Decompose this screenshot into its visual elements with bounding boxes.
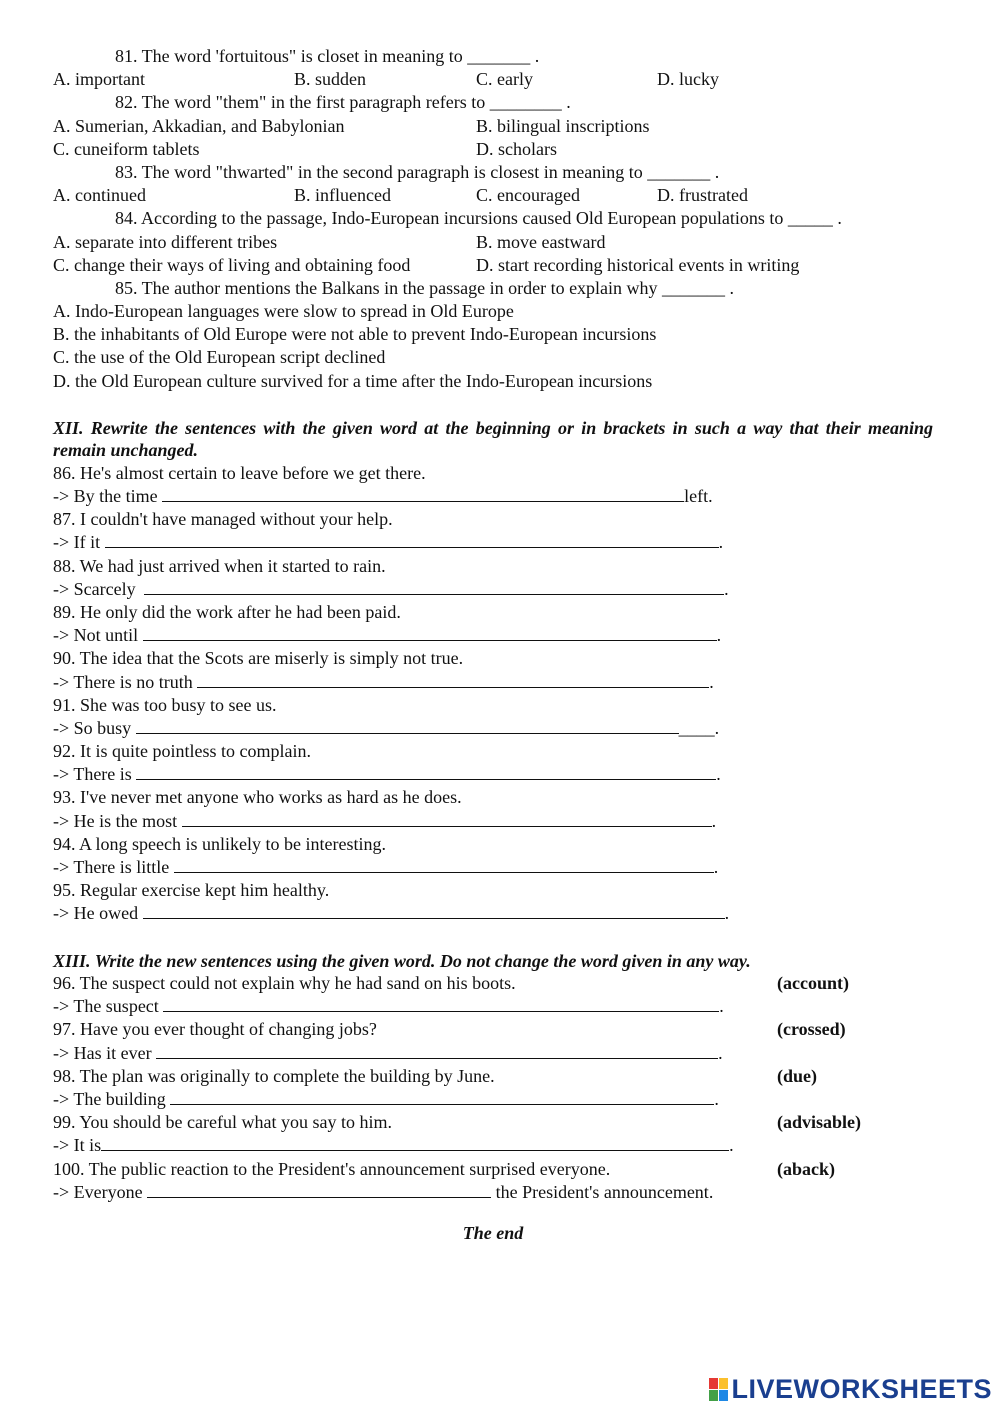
question-84: 84. According to the passage, Indo-European incursions caused Old European populations to _____ .	[115, 208, 842, 229]
answer-prefix: -> It is	[53, 1135, 102, 1156]
option-d: D. frustrated	[657, 185, 748, 206]
option-d: D. the Old European culture survived for a time after the Indo-European incursions	[53, 370, 653, 391]
option-c: C. cuneiform tablets	[53, 138, 200, 159]
option-b: B. move eastward	[476, 231, 606, 252]
question-81: 81. The word 'fortuitous" is closet in meaning to _______ .	[115, 46, 540, 66]
answer-prefix: -> If it	[53, 532, 101, 553]
answer-suffix: .	[724, 578, 729, 599]
answer-line-91	[53, 717, 933, 740]
answer-blank[interactable]	[105, 531, 719, 548]
option-c: C. early	[476, 69, 533, 90]
option-c: C. the use of the Old European script declined	[53, 347, 386, 368]
option-b: B. influenced	[294, 185, 391, 206]
answer-blank[interactable]	[174, 856, 714, 873]
answer-prefix: -> There is no truth	[53, 671, 193, 692]
answer-suffix: the President's announcement.	[495, 1181, 714, 1202]
logo-square-green	[709, 1390, 718, 1401]
question-text: 100. The public reaction to the President's announcement surprised everyone.	[53, 1158, 611, 1179]
question-99	[53, 1111, 933, 1134]
answer-suffix: .	[729, 1135, 734, 1156]
answer-prefix: -> Everyone	[53, 1181, 143, 1202]
the-end-label: The end	[462, 1222, 524, 1243]
question-94: 94. A long speech is unlikely to be interesting.	[53, 833, 386, 854]
answer-prefix: -> He owed	[53, 903, 139, 924]
logo-mark-icon	[709, 1378, 728, 1401]
question-97	[53, 1018, 933, 1041]
answer-line-88	[53, 578, 933, 601]
question-87: 87. I couldn't have managed without your help.	[53, 509, 393, 530]
worksheet	[53, 45, 933, 1245]
answer-prefix: -> There is little	[53, 857, 170, 877]
answer-blank[interactable]	[170, 1088, 714, 1105]
answer-blank[interactable]	[197, 671, 709, 688]
answer-prefix: -> There is	[53, 764, 132, 785]
options-row-81	[53, 68, 933, 91]
given-word: (advisable)	[777, 1112, 862, 1133]
option-a: A. Sumerian, Akkadian, and Babylonian	[53, 115, 345, 136]
answer-suffix: ____.	[678, 717, 720, 738]
answer-line-96	[53, 995, 933, 1018]
answer-line-99	[53, 1134, 933, 1157]
answer-blank[interactable]	[144, 578, 724, 595]
answer-blank[interactable]	[143, 902, 725, 919]
question-98	[53, 1065, 933, 1088]
answer-suffix: .	[716, 764, 721, 785]
answer-prefix: -> By the time	[53, 486, 158, 506]
option-c: C. change their ways of living and obtaining food	[53, 254, 411, 275]
option-a: A. separate into different tribes	[53, 231, 278, 252]
answer-suffix: .	[714, 1089, 719, 1109]
question-100	[53, 1158, 933, 1181]
option-d: D. start recording historical events in writing	[476, 254, 800, 275]
options-row-82-cd	[53, 138, 933, 161]
option-a: A. important	[53, 69, 145, 90]
answer-blank[interactable]	[162, 485, 684, 502]
logo-square-red	[709, 1378, 718, 1389]
option-b: B. the inhabitants of Old Europe were not able to prevent Indo-European incursions	[53, 324, 657, 345]
answer-line-89	[53, 624, 933, 647]
answer-prefix: -> The suspect	[53, 996, 159, 1017]
question-88: 88. We had just arrived when it started to rain.	[53, 555, 386, 576]
answer-line-98	[53, 1088, 933, 1111]
answer-line-94	[53, 856, 933, 879]
answer-suffix: .	[713, 857, 719, 877]
option-b: B. sudden	[294, 69, 366, 90]
question-text: 99. You should be careful what you say to him.	[53, 1112, 392, 1133]
option-a: A. Indo-European languages were slow to spread in Old Europe	[53, 301, 514, 322]
answer-line-93	[53, 810, 933, 833]
answer-suffix: .	[711, 810, 717, 831]
option-a: A. continued	[53, 185, 146, 206]
answer-blank[interactable]	[136, 717, 679, 734]
answer-suffix: .	[718, 1042, 723, 1063]
answer-blank[interactable]	[136, 763, 716, 780]
answer-prefix: -> Has it ever	[53, 1042, 152, 1063]
logo-text: LIVEWORKSHEETS	[731, 1374, 992, 1404]
given-word: (aback)	[777, 1158, 835, 1179]
answer-suffix: left.	[684, 486, 713, 506]
answer-blank[interactable]	[101, 1134, 729, 1151]
option-d: D. scholars	[476, 138, 557, 159]
answer-prefix: -> So busy	[53, 717, 132, 738]
answer-prefix: -> Scarcely	[53, 578, 136, 599]
answer-blank[interactable]	[163, 995, 719, 1012]
question-89: 89. He only did the work after he had been paid.	[53, 601, 401, 622]
question-90: 90. The idea that the Scots are miserly is simply not true.	[53, 648, 464, 669]
answer-line-97	[53, 1042, 933, 1065]
answer-line-86	[53, 485, 933, 508]
section-heading-xii: XII. Rewrite the sentences with the given word at the beginning or in brackets in such a way that their meaning remain unchanged.	[53, 417, 933, 461]
question-92: 92. It is quite pointless to complain.	[53, 741, 311, 762]
answer-prefix: -> The building	[53, 1089, 166, 1109]
given-word: (account)	[777, 973, 849, 994]
question-91: 91. She was too busy to see us.	[53, 694, 277, 715]
liveworksheets-logo	[709, 1374, 992, 1405]
question-text: 98. The plan was originally to complete the building by June.	[53, 1065, 495, 1086]
question-82: 82. The word "them" in the first paragraph refers to ________ .	[115, 92, 571, 113]
options-row-83	[53, 184, 933, 207]
question-text: 97. Have you ever thought of changing jobs?	[53, 1019, 377, 1040]
question-96	[53, 972, 933, 995]
section-heading-xiii: XIII. Write the new sentences using the given word. Do not change the word given in any way.	[53, 950, 751, 971]
answer-blank[interactable]	[156, 1042, 718, 1059]
answer-line-95	[53, 902, 933, 925]
answer-blank[interactable]	[182, 810, 712, 827]
answer-suffix: .	[724, 903, 730, 924]
options-row-84-ab	[53, 231, 933, 254]
option-b: B. bilingual inscriptions	[476, 115, 650, 136]
question-86: 86. He's almost certain to leave before we get there.	[53, 462, 426, 483]
answer-line-92	[53, 763, 933, 786]
answer-prefix: -> He is the most	[53, 810, 178, 831]
question-83: 83. The word "thwarted" in the second paragraph is closest in meaning to _______ .	[115, 161, 720, 182]
answer-line-87	[53, 531, 933, 554]
option-d: D. lucky	[657, 69, 719, 90]
question-85: 85. The author mentions the Balkans in the passage in order to explain why _______ .	[115, 277, 735, 298]
options-row-84-cd	[53, 254, 933, 277]
option-c: C. encouraged	[476, 185, 580, 206]
answer-suffix: .	[716, 625, 722, 646]
answer-blank[interactable]	[143, 624, 717, 641]
logo-square-yellow	[719, 1378, 728, 1389]
given-word: (due)	[777, 1065, 817, 1086]
question-text: 96. The suspect could not explain why he had sand on his boots.	[53, 973, 516, 994]
answer-line-100	[53, 1181, 933, 1204]
logo-square-blue	[719, 1390, 728, 1401]
question-95: 95. Regular exercise kept him healthy.	[53, 880, 330, 901]
given-word: (crossed)	[777, 1019, 846, 1040]
question-93: 93. I've never met anyone who works as hard as he does.	[53, 787, 462, 808]
answer-suffix: .	[719, 996, 724, 1017]
answer-suffix: .	[718, 532, 724, 553]
answer-prefix: -> Not until	[53, 625, 139, 646]
answer-suffix: .	[709, 671, 714, 692]
options-row-82-ab	[53, 115, 933, 138]
answer-blank[interactable]	[147, 1181, 491, 1198]
answer-line-90	[53, 671, 933, 694]
